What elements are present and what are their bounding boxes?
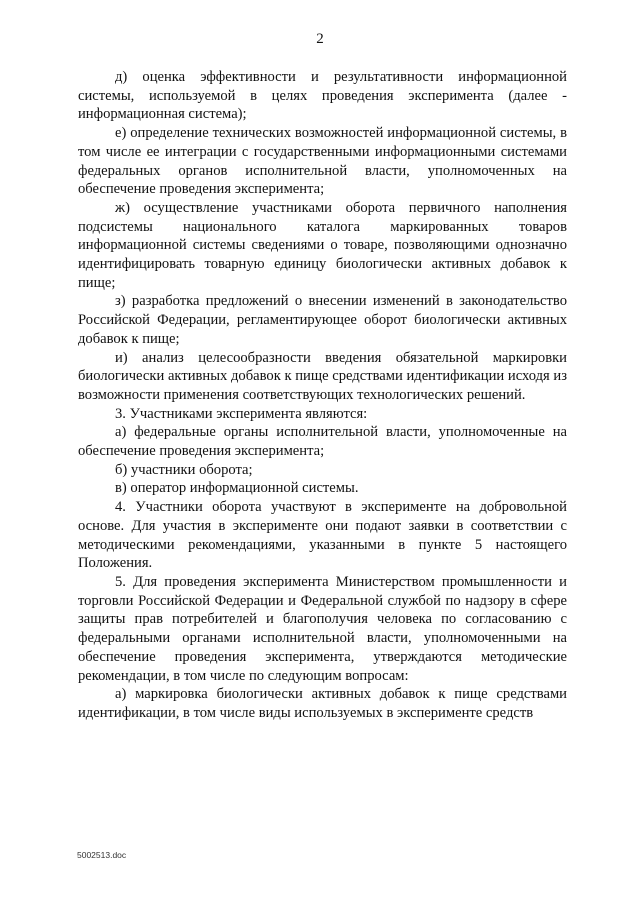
page-number: 2 xyxy=(316,31,324,47)
paragraph-section-3: 3. Участниками эксперимента являются: xyxy=(115,405,368,422)
paragraph-section-5-a: а) маркировка биологически активных добавок к пище средствами идентификации, в том числе виды используемых в эксперименте средств xyxy=(78,686,567,721)
paragraph-item-d: д) оценка эффективности и результативности информационной системы, используемой в целях проведения эксперимента (далее - информационная система); xyxy=(78,69,567,123)
document-file-id: 5002513.doc xyxy=(77,850,127,860)
paragraph-item-z: з) разработка предложений о внесении изменений в законодательство Российской Федерации, регламентирующее оборот биологически активных добавок к пище; xyxy=(78,293,567,347)
paragraph-section-4: 4. Участники оборота участвуют в эксперименте на добровольной основе. Для участия в эксперименте они подают заявки в соответствии с методическими рекомендациями, указанными в пункте 5 настоящего Положения. xyxy=(78,499,567,572)
paragraph-section-3-b: б) участники оборота; xyxy=(115,461,253,478)
paragraph-section-3-v: в) оператор информационной системы. xyxy=(115,480,359,497)
paragraph-item-e: е) определение технических возможностей информационной системы, в том числе ее интеграции с государственными информационными системами федеральных органов исполнительной власти, уполномоченных на обеспечение проведения эксперимента; xyxy=(78,125,567,198)
paragraph-section-5: 5. Для проведения эксперимента Министерством промышленности и торговли Российской Федерации и Федеральной службой по надзору в сфере защиты прав потребителей и благополучия человека по согласованию с федеральными органами исполнительной власти, уполномоченными на обеспечение проведения эксперимента, утверждаются методические рекомендации, в том числе по следующим вопросам: xyxy=(78,573,567,684)
document-body xyxy=(78,68,567,723)
paragraph-section-3-a: а) федеральные органы исполнительной власти, уполномоченные на обеспечение проведения эксперимента; xyxy=(78,424,567,460)
paragraph-item-i: и) анализ целесообразности введения обязательной маркировки биологически активных добавок к пище средствами идентификации исходя из возможности применения соответствующих технологических решений. xyxy=(78,349,567,403)
paragraph-item-zh: ж) осуществление участниками оборота первичного наполнения подсистемы национального каталога маркированных товаров информационной системы сведениями о товаре, позволяющими однозначно идентифицировать товарную единицу биологически активных добавок к пище; xyxy=(78,199,567,291)
